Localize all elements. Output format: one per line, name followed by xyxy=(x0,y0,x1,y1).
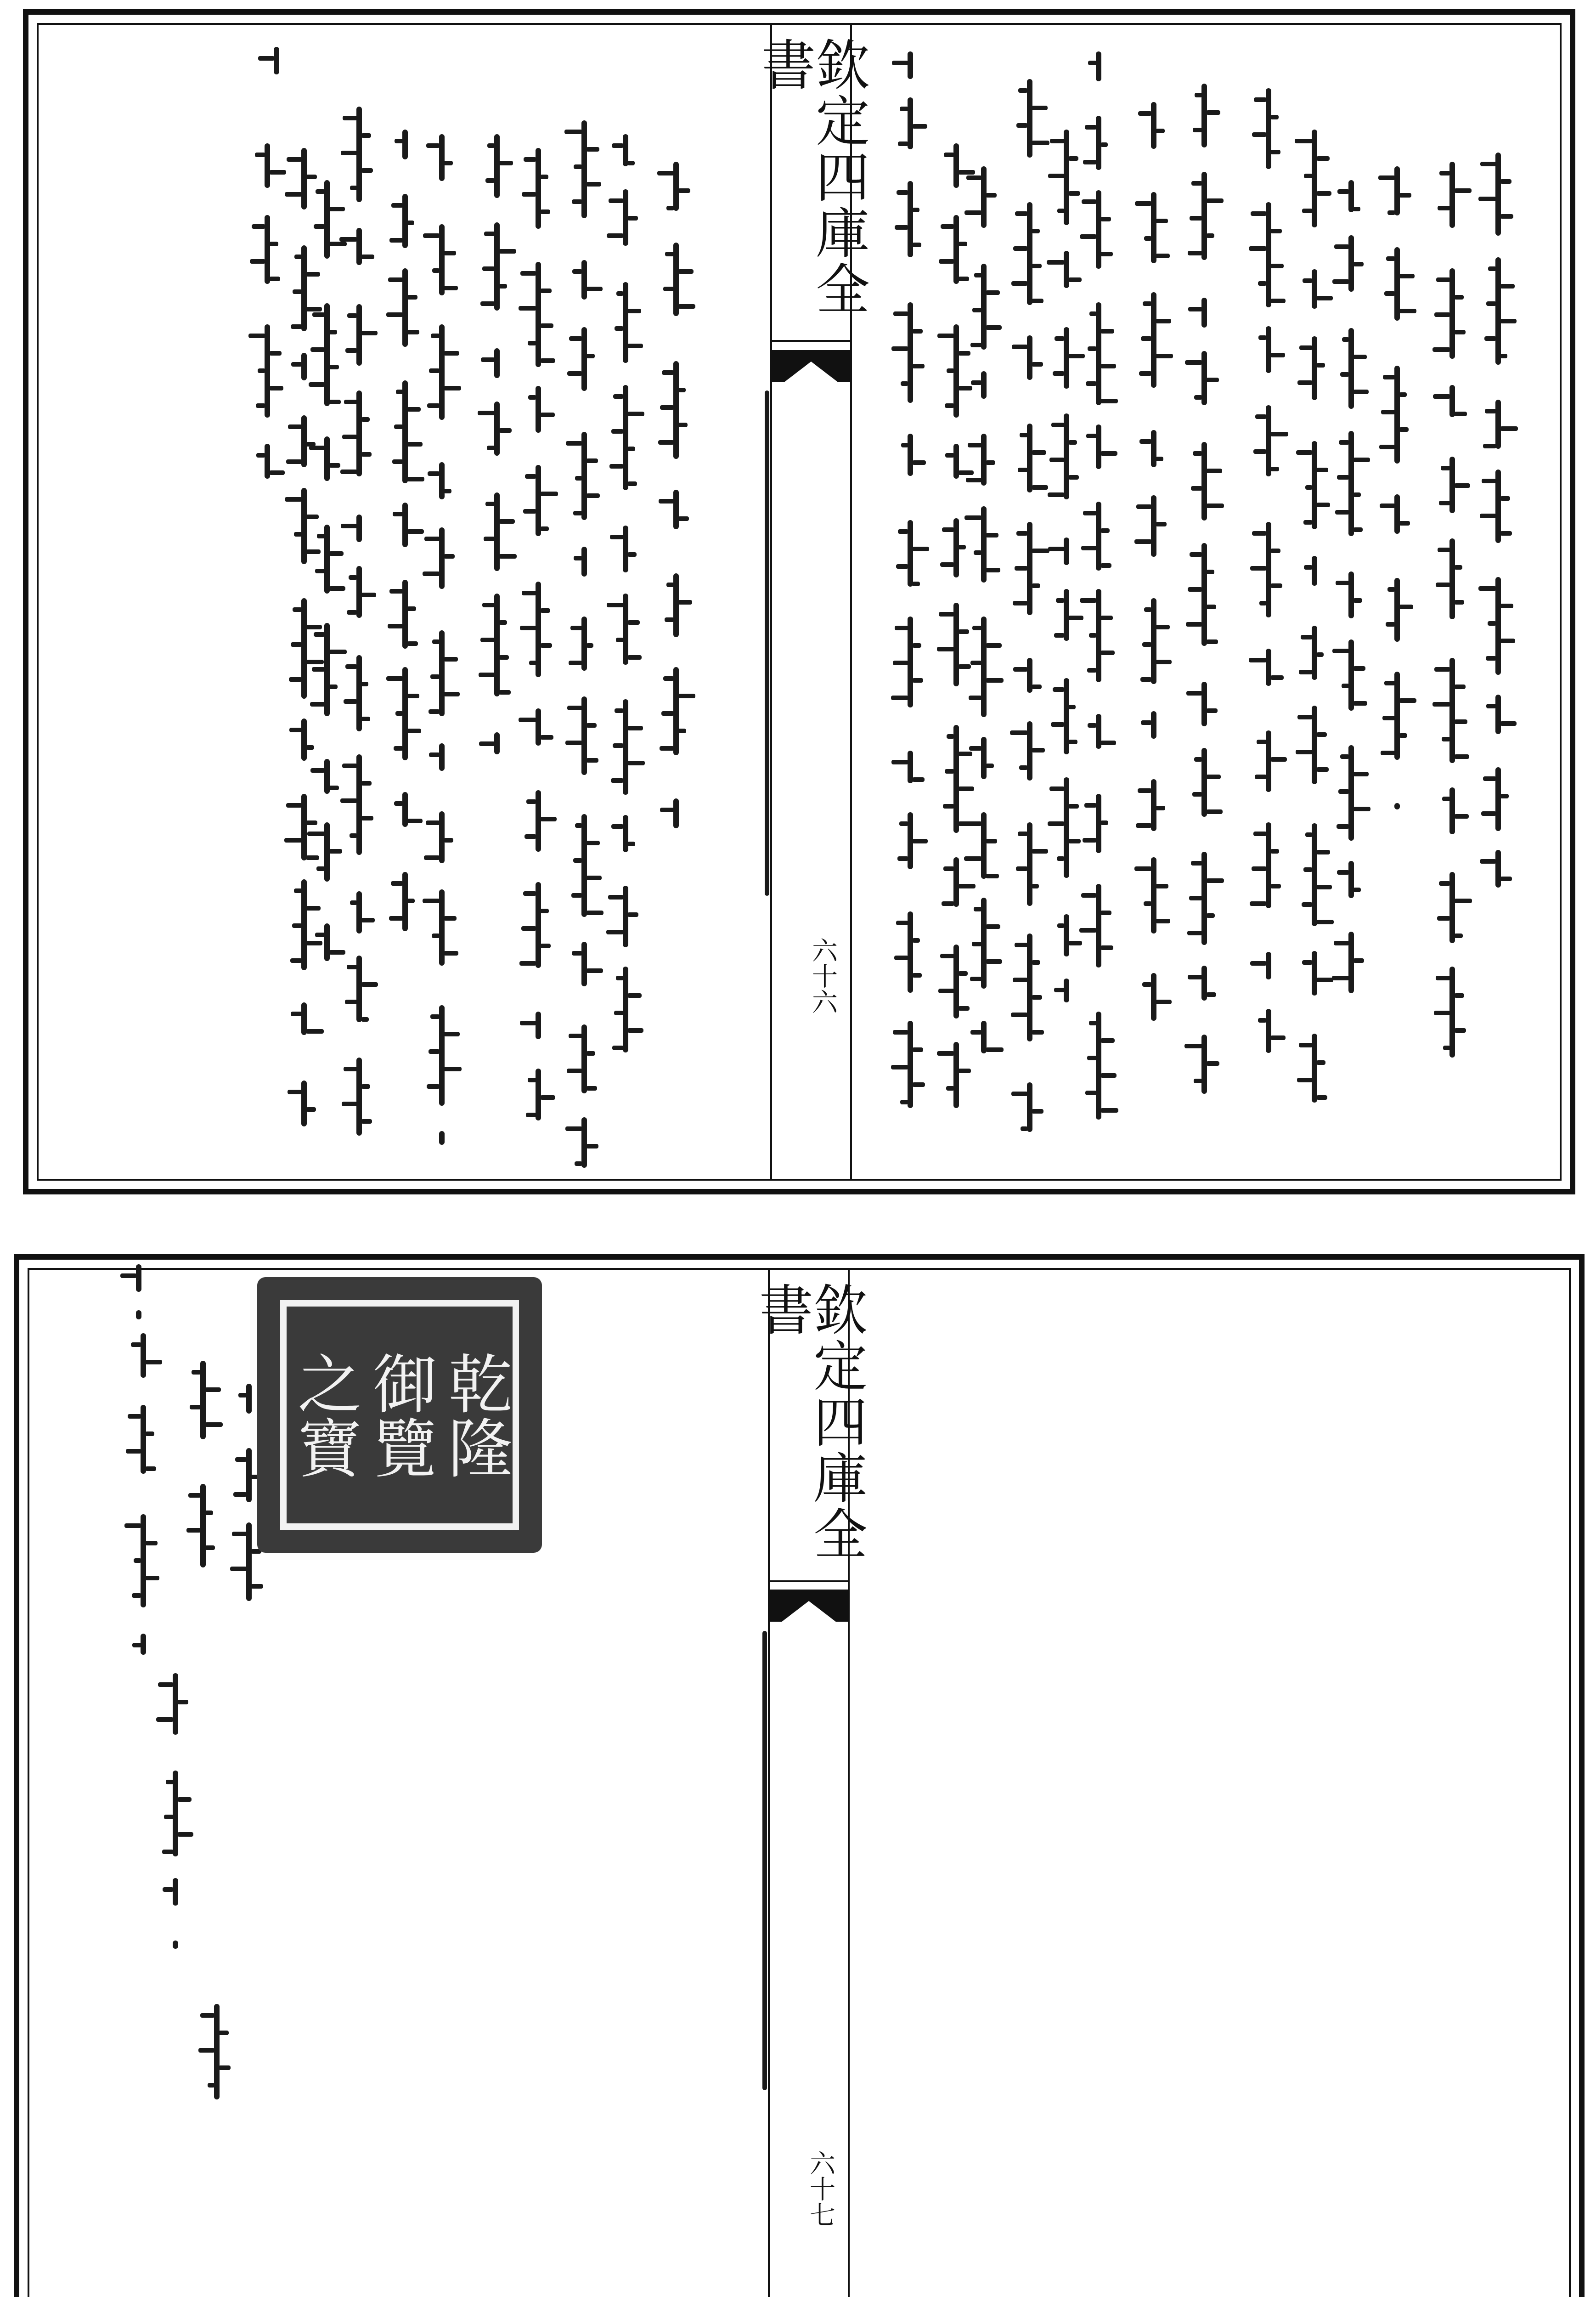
bottom-title-box xyxy=(750,1268,868,1582)
top-margin-title: 欽定四庫全書 xyxy=(752,37,870,317)
imperial-seal: 乾隆 御覽 之寶 xyxy=(257,1277,542,1553)
top-leaf-number: 六十六 xyxy=(808,937,838,1014)
bottom-column-script xyxy=(770,1631,848,2159)
top-center-column xyxy=(752,23,870,1181)
top-column-script xyxy=(772,390,850,942)
bottom-page-frame xyxy=(14,1254,1585,2297)
bottom-margin-title: 欽定四庫全書 xyxy=(750,1282,868,1562)
bottom-fishtail-mark xyxy=(770,1590,848,1622)
top-page-frame xyxy=(23,9,1575,1194)
top-title-box xyxy=(752,23,870,342)
bottom-center-column xyxy=(750,1268,868,2297)
bottom-leaf-number: 六十七 xyxy=(806,2150,835,2227)
top-fishtail-mark xyxy=(772,350,850,382)
